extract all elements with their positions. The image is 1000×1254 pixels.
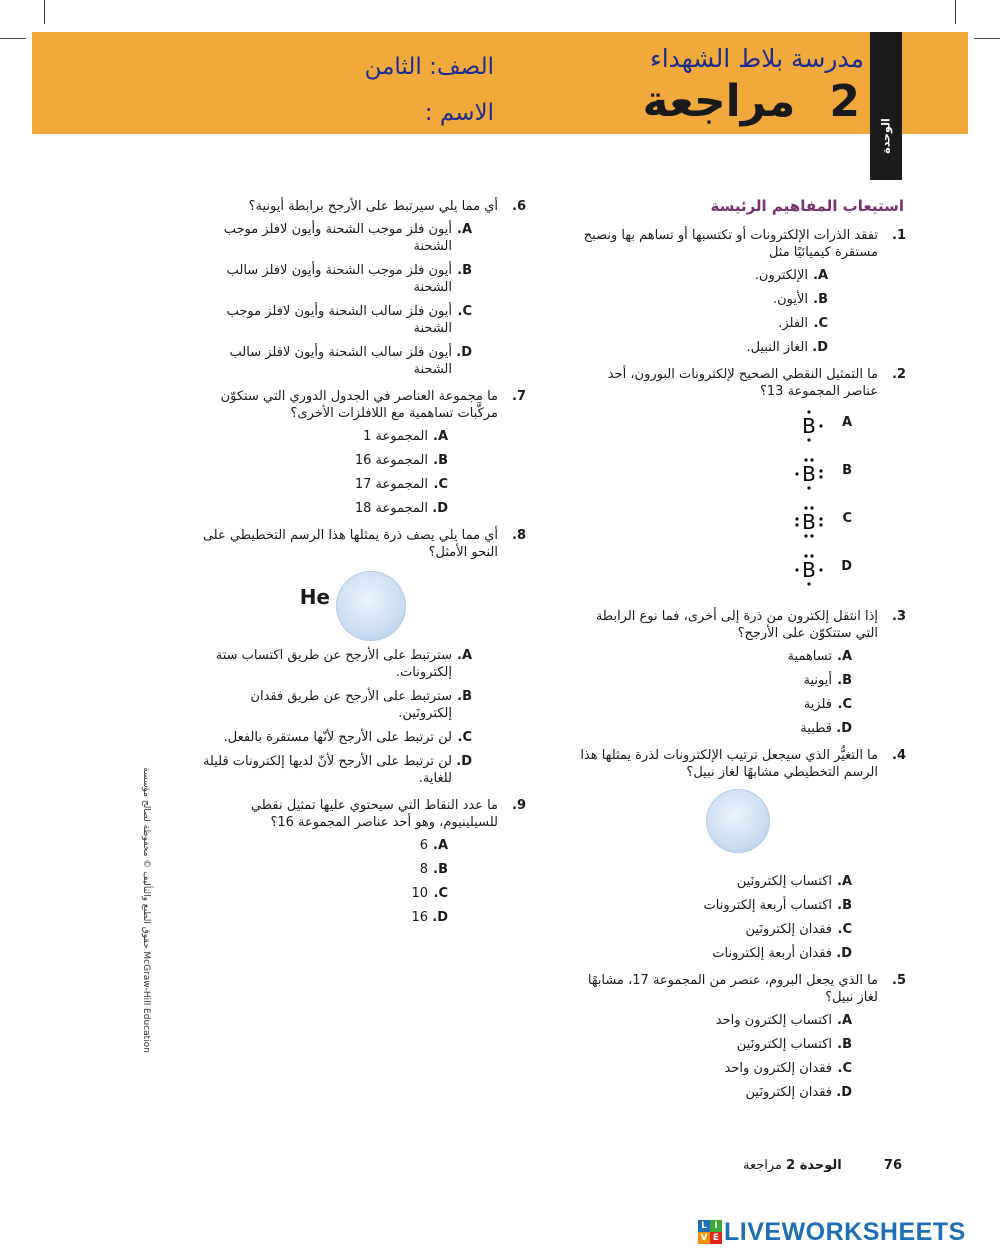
option-letter: C. (837, 697, 852, 712)
copyright-notice: حقوق الطبع والتأليف © محفوظة لصالح مؤسسة McGraw-Hill Education (141, 767, 151, 1053)
logo-letter: L (698, 1220, 710, 1232)
element-symbol: B (802, 558, 816, 582)
question-text: ما التمثيل النقطي الصحيح لإلكترونات البورون، أحد عناصر المجموعة 13؟ (607, 367, 878, 399)
unit-tab (870, 32, 902, 180)
option-text: الغاز النبيل. (746, 340, 808, 355)
question-text: ما عدد النقاط التي سيحتوي عليها تمثيل نقطي للسيلينيوم، وهو أحد عناصر المجموعة 16؟ (250, 798, 498, 830)
option-text: 6 (419, 838, 428, 853)
element-symbol: B (802, 510, 816, 534)
question-7 (194, 388, 524, 517)
question-1 (574, 227, 904, 356)
question-number: 2. (892, 367, 906, 382)
option-text: اكتساب أربعة إلكترونات (703, 898, 832, 913)
option-letter: A. (456, 648, 472, 663)
option-d[interactable] (574, 339, 878, 356)
option-text: لن ترتبط على الأرجح لأنّها مستقرة بالفعل. (223, 730, 452, 745)
question-9 (194, 797, 524, 926)
option-letter: D (841, 559, 852, 574)
option-c[interactable] (574, 315, 878, 332)
option-letter: B. (837, 673, 852, 688)
helium-atom-diagram (336, 571, 406, 641)
option-letter: A. (836, 1013, 852, 1028)
option-letter: D. (432, 501, 448, 516)
option-text: اكتساب إلكترونَين (736, 1037, 832, 1052)
option-d[interactable] (574, 945, 878, 962)
option-b[interactable] (574, 291, 878, 308)
name-field (378, 100, 494, 126)
option-text: اكتساب إلكترونَين (736, 874, 832, 889)
option-text: قطبية (800, 721, 832, 736)
question-number: 5. (892, 973, 906, 988)
helium-diagram-area (194, 567, 498, 647)
crop-mark (44, 0, 45, 24)
option-b[interactable] (194, 688, 498, 722)
option-a[interactable] (194, 428, 498, 445)
option-text: 16 (411, 910, 428, 925)
option-letter: D. (836, 1085, 852, 1100)
lewis-dot-diagram (794, 454, 824, 494)
option-letter: B. (433, 862, 448, 877)
option-text: فقدان إلكترونَين (745, 922, 832, 937)
option-a[interactable] (194, 837, 498, 854)
page-title (642, 76, 860, 127)
helium-label: He (299, 585, 330, 609)
lewis-dot-diagram (794, 406, 824, 446)
option-d[interactable] (574, 1084, 878, 1101)
question-8 (194, 527, 524, 787)
option-letter: B. (457, 689, 472, 704)
option-letter: A. (812, 268, 828, 283)
option-b[interactable] (574, 454, 878, 502)
question-text: تفقد الذرات الإلكترونات أو تكتسبها أو تساهم بها ونصبح مستقرة كيميائيًا مثل (583, 228, 878, 260)
question-text: إذا انتقل إلكترون من ذرة إلى أخرى، فما نوع الرابطة التي ستتكوّن على الأرجح؟ (595, 609, 878, 641)
option-letter: B (842, 463, 852, 478)
option-d[interactable] (574, 720, 878, 737)
option-a[interactable] (574, 873, 878, 890)
question-text: ما الذي يجعل البروم، عنصر من المجموعة 17، مشابهًا لغاز نبيل؟ (587, 973, 878, 1005)
question-text: ما التغيُّر الذي سيجعل ترتيب الإلكترونات لذرة يمثلها هذا الرسم التخطيطي مشابهًا لغاز نبيل؟ (580, 748, 878, 780)
option-c[interactable] (574, 502, 878, 550)
option-c[interactable] (574, 921, 878, 938)
question-number: 7. (512, 389, 526, 404)
option-letter: A. (836, 649, 852, 664)
unit-title-text: مراجعة (642, 76, 796, 127)
atom-diagram (706, 789, 770, 853)
option-text: أيون فلز سالب الشحنة وأيون لافلز سالب الشحنة (229, 345, 452, 377)
option-text: الأيون. (772, 292, 808, 307)
option-text: 10 (411, 886, 428, 901)
option-d[interactable] (194, 753, 498, 787)
option-b[interactable] (194, 861, 498, 878)
option-text: أيون فلز سالب الشحنة وأيون لافلز موجب الشحنة (226, 304, 452, 336)
option-letter: D. (432, 910, 448, 925)
option-d[interactable] (194, 909, 498, 926)
question-number: 9. (512, 798, 526, 813)
option-b[interactable] (574, 672, 878, 689)
crop-mark (955, 0, 956, 24)
name-input[interactable] (378, 100, 418, 126)
lewis-dot-diagram (794, 502, 824, 542)
left-column (194, 198, 524, 936)
option-letter: C. (433, 477, 448, 492)
question-number: 8. (512, 528, 526, 543)
option-letter: B. (457, 263, 472, 278)
unit-tab-label: الوحدة (879, 118, 893, 154)
option-letter: B. (813, 292, 828, 307)
logo-icon (698, 1220, 722, 1244)
option-letter: C. (433, 886, 448, 901)
option-a[interactable] (194, 647, 498, 681)
crop-mark (974, 38, 1000, 39)
option-text: سترتبط على الأرجح عن طريق فقدان إلكترونَين. (250, 689, 452, 721)
crop-mark (0, 38, 26, 39)
option-text: سترتبط على الأرجح عن طريق اكتساب ستة إلكترونات. (215, 648, 452, 680)
grade-label: الصف: (429, 54, 494, 80)
question-number: 6. (512, 199, 526, 214)
option-text: المجموعة 1 (363, 429, 428, 444)
option-letter: A. (432, 429, 448, 444)
option-c[interactable] (194, 729, 498, 746)
option-text: الإلكترون. (754, 268, 808, 283)
option-b[interactable] (194, 262, 498, 296)
grade-value[interactable]: الثامن (364, 54, 422, 80)
school-name: مدرسة بلاط الشهداء (649, 44, 864, 73)
question-4 (574, 747, 904, 962)
option-a[interactable] (574, 1012, 878, 1029)
question-number: 4. (892, 748, 906, 763)
element-symbol: B (802, 462, 816, 486)
footer-section-label: مراجعة (742, 1158, 782, 1173)
question-3 (574, 608, 904, 737)
option-d[interactable] (574, 550, 878, 598)
option-letter: C. (813, 316, 828, 331)
option-a[interactable] (574, 648, 878, 665)
logo-letter: I (710, 1220, 722, 1232)
question-text: أي مما يلي سيرتبط على الأرجح برابطة أيونية؟ (248, 199, 498, 214)
atom-diagram-area (574, 787, 878, 873)
option-letter: A. (836, 874, 852, 889)
option-letter: D. (836, 721, 852, 736)
page-footer (743, 1158, 902, 1173)
option-letter: B. (433, 453, 448, 468)
option-letter: A. (456, 222, 472, 237)
element-symbol: B (802, 414, 816, 438)
option-text: فلزية (803, 697, 832, 712)
option-text: أيونية (803, 673, 832, 688)
option-a[interactable] (194, 221, 498, 255)
option-d[interactable] (194, 500, 498, 517)
option-b[interactable] (194, 452, 498, 469)
option-text: فقدان إلكترونَين (745, 1085, 832, 1100)
option-letter: C. (457, 304, 472, 319)
question-6 (194, 198, 524, 378)
grade-field (364, 54, 494, 80)
logo-text: LIVEWORKSHEETS (724, 1218, 966, 1246)
option-letter: D. (456, 345, 472, 360)
option-c[interactable] (194, 303, 498, 337)
footer-unit-label: الوحدة 2 (786, 1158, 842, 1173)
logo-letter: E (710, 1232, 722, 1244)
option-letter: A (841, 415, 852, 430)
option-text: فقدان أربعة إلكترونات (712, 946, 832, 961)
option-b[interactable] (574, 1036, 878, 1053)
option-text: أيون فلز موجب الشحنة وأيون لافلز موجب الشحنة (223, 222, 452, 254)
option-c[interactable] (194, 885, 498, 902)
page-number: 76 (883, 1158, 902, 1173)
option-text: فقدان إلكترون واحد (724, 1061, 832, 1076)
option-text: المجموعة 17 (354, 477, 428, 492)
option-letter: D. (456, 754, 472, 769)
option-letter: C. (457, 730, 472, 745)
option-letter: C. (837, 922, 852, 937)
name-label: الاسم : (424, 100, 494, 126)
option-b[interactable] (574, 897, 878, 914)
option-letter: C. (837, 1061, 852, 1076)
option-text: 8 (419, 862, 428, 877)
option-letter: A. (432, 838, 448, 853)
question-5 (574, 972, 904, 1101)
question-text: ما مجموعة العناصر في الجدول الدوري التي ستكوّن مركَّبات تساهمية مع اللافلزات الأخرى؟ (220, 389, 498, 421)
option-letter: C (842, 511, 852, 526)
question-2 (574, 366, 904, 598)
option-text: لن ترتبط على الأرجح لأنّ لديها إلكترونات قليلة للغاية. (202, 754, 452, 786)
option-text: الفلز. (778, 316, 808, 331)
option-letter: D. (812, 340, 828, 355)
question-number: 1. (892, 228, 906, 243)
option-text: تساهمية (787, 649, 832, 664)
option-text: أيون فلز موجب الشحنة وأيون لافلز سالب الشحنة (226, 263, 452, 295)
section-title: استيعاب المفاهيم الرئيسة (710, 197, 904, 215)
option-c[interactable] (574, 1060, 878, 1077)
option-text: اكتساب إلكترون واحد (715, 1013, 832, 1028)
option-c[interactable] (194, 476, 498, 493)
question-number: 3. (892, 609, 906, 624)
option-c[interactable] (574, 696, 878, 713)
option-a[interactable] (574, 406, 878, 454)
unit-number: 2 (829, 76, 860, 127)
option-letter: B. (837, 898, 852, 913)
right-column (574, 198, 904, 1111)
option-a[interactable] (574, 267, 878, 284)
lewis-dot-diagram (794, 550, 824, 590)
option-d[interactable] (194, 344, 498, 378)
option-text: المجموعة 16 (354, 453, 428, 468)
logo-letter: V (698, 1232, 710, 1244)
option-letter: D. (836, 946, 852, 961)
option-text: المجموعة 18 (354, 501, 428, 516)
question-text: أي مما يلي يصف ذرة يمثلها هذا الرسم التخطيطي على النحو الأمثل؟ (202, 528, 498, 560)
option-letter: B. (837, 1037, 852, 1052)
